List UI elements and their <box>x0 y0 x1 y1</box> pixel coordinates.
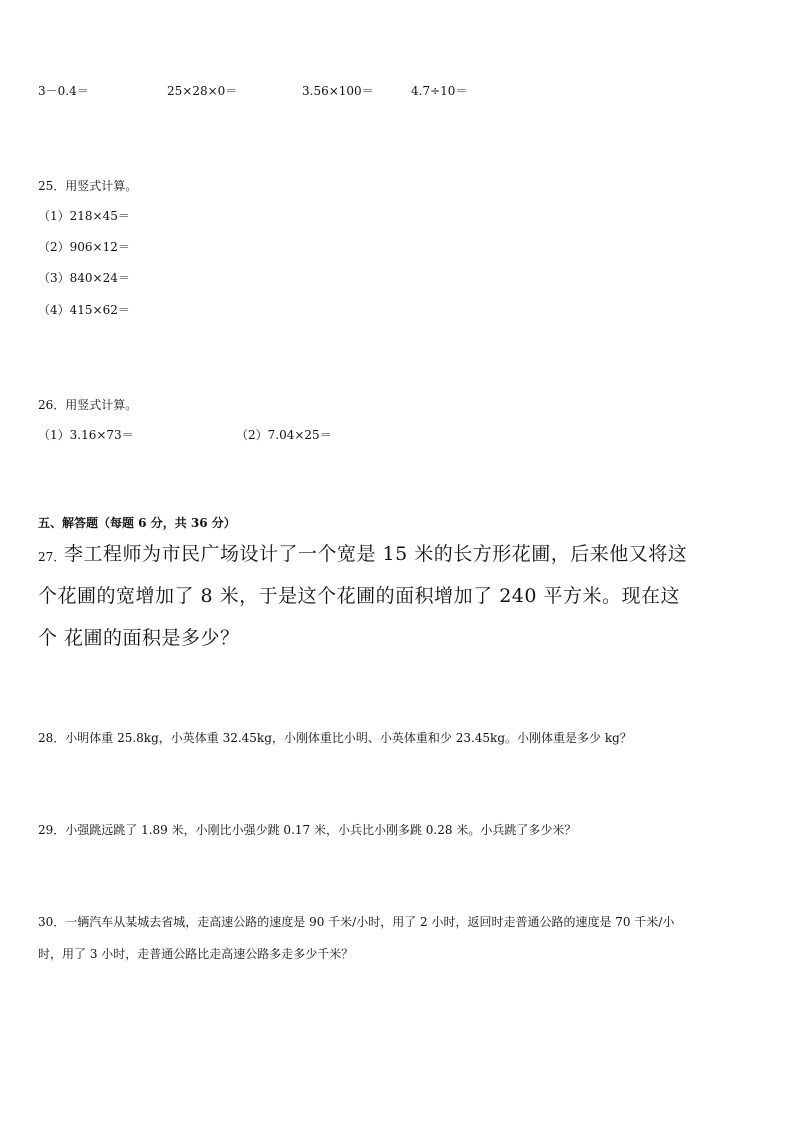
q26-item-2: （2）7.04×25＝ <box>236 428 332 442</box>
q27-number: 27． <box>38 550 66 564</box>
q29-text: 29．小强跳远跳了 1.89 米，小刚比小强少跳 0.17 米，小兵比小刚多跳 0.28 米。小兵跳了多少米？ <box>38 823 577 837</box>
oral-calc-4: 4.7÷10＝ <box>411 84 468 98</box>
q25-title: 25．用竖式计算。 <box>38 179 138 193</box>
oral-calc-3: 3.56×100＝ <box>302 84 374 98</box>
q25-item-3: （3）840×24＝ <box>38 271 130 285</box>
oral-calc-1: 3－0.4＝ <box>38 84 89 98</box>
q30-line-1: 30．一辆汽车从某城去省城，走高速公路的速度是 90 千米/小时，用了 2 小时，返回时走普通公路的速度是 70 千米/小 <box>38 915 675 929</box>
q27-line-1: 李工程师为市民广场设计了一个宽是 15 米的长方形花圃，后来他又将这 <box>64 543 688 565</box>
q27-line-2: 个花圃的宽增加了 8 米，于是这个花圃的面积增加了 240 平方米。现在这 <box>38 585 681 607</box>
q30-line-2: 时，用了 3 小时，走普通公路比走高速公路多走多少千米？ <box>38 947 354 961</box>
q27-line-3: 个 花圃的面积是多少？ <box>38 627 240 649</box>
q26-title: 26．用竖式计算。 <box>38 398 138 412</box>
q25-item-1: （1）218×45＝ <box>38 209 130 223</box>
oral-calc-2: 25×28×0＝ <box>167 84 238 98</box>
q28-text: 28．小明体重 25.8kg，小英体重 32.45kg，小刚体重比小明、小英体重和少 23.45kg。小刚体重是多少 kg？ <box>38 731 632 745</box>
q25-item-4: （4）415×62＝ <box>38 303 130 317</box>
q26-item-1: （1）3.16×73＝ <box>38 428 134 442</box>
section-5-heading: 五、解答题（每题 6 分，共 36 分） <box>38 516 236 530</box>
q25-item-2: （2）906×12＝ <box>38 240 130 254</box>
